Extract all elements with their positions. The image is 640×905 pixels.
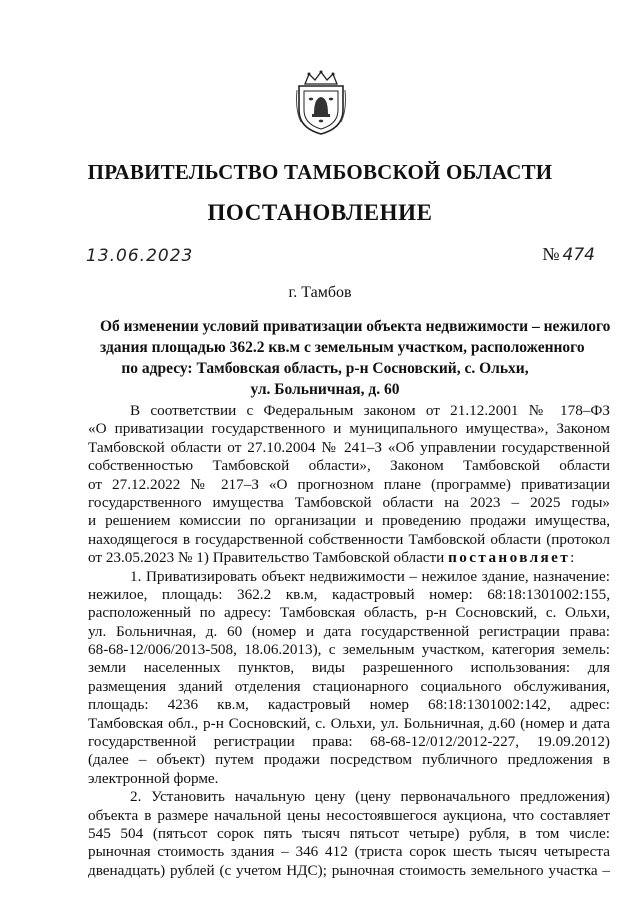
item1-line: земли населенных пунктов, виды разрешенного использования: для: [88, 659, 610, 677]
body-line: Тамбовской области от 27.10.2004 № 241–З «Об управлении государственной: [88, 438, 610, 456]
body-line: В соответствии с Федеральным законом от 21.12.2001 № 178–ФЗ: [130, 402, 610, 419]
resolution-line: [88, 549, 610, 567]
resolution-suffix: :: [570, 549, 575, 567]
item1-line: Тамбовская обл., р-н Сосновский, с. Ольхи, ул. Больничная, д.60 (номер и дата: [88, 714, 610, 732]
item2-line: объекта в размере начальной цены несостоявшегося аукциона, что составляет: [88, 806, 610, 824]
item2-line: рыночная стоимость здания – 346 412 (триста сорок шесть тысяч четыреста: [88, 843, 610, 861]
resolution-prefix: от 23.05.2023 № 1) Правительство Тамбовской области: [88, 549, 449, 567]
body-line: «О приватизации государственного и муниципального имущества», Законом: [88, 420, 610, 438]
coat-of-arms-icon: [295, 70, 347, 136]
government-title: ПРАВИТЕЛЬСТВО ТАМБОВСКОЙ ОБЛАСТИ: [87, 160, 553, 184]
document-body: [88, 402, 610, 880]
body-line: и решением комиссии по организации и проведению продажи имущества,: [88, 512, 610, 530]
item1-line: нежилое, площадь: 362.2 кв.м, кадастровый номер: 68:18:1301002:155,: [88, 585, 610, 603]
document-number: [542, 244, 595, 265]
item1-line: размещения зданий отделения стационарного социального обслуживания,: [88, 677, 610, 695]
subject-line: ул. Больничная, д. 60: [250, 381, 400, 398]
item1-line: государственной регистрации права: 68-68-12/012/2012-227, 19.09.2012): [88, 733, 610, 751]
number-value: 474: [562, 245, 595, 265]
resolution-keyword: постановляет: [448, 549, 571, 567]
item2-line: 545 504 (пятьсот сорок пять тысяч пятьсот четыре) рубля, в том числе:: [88, 824, 610, 842]
body-line: государственного имущества Тамбовской области на 2023 – 2025 годы»: [88, 493, 610, 511]
item1-line: 68-68-12/006/2013-508, 18.06.2013), с земельным участком, категория земель:: [88, 641, 610, 659]
item1-line: площадь: 4236 кв.м, кадастровый номер 68:18:1301002:142, адрес:: [88, 696, 610, 714]
item1-line: 1. Приватизировать объект недвижимости – нежилое здание, назначение:: [130, 567, 610, 585]
subject-line: здания площадью 362.2 кв.м с земельным участком, расположенного: [100, 339, 585, 356]
item1-line: расположенный по адресу: Тамбовская область, р-н Сосновский, с. Ольхи,: [88, 604, 610, 622]
number-sign: №: [542, 244, 560, 264]
body-line: от 27.12.2022 № 217–З «О прогнозном плане (программе) приватизации: [88, 475, 610, 493]
body-line: находящегося в государственной собственности Тамбовской области (протокол: [88, 530, 610, 548]
body-line: собственностью Тамбовской области», Законом Тамбовской области: [88, 457, 610, 475]
item2-line: двенадцать) рублей (с учетом НДС); рыночная стоимость земельного участка –: [88, 861, 610, 879]
item1-line: ул. Больничная, д. 60 (номер и дата государственной регистрации права:: [88, 622, 610, 640]
item1-line: (далее – объект) путем продажи посредством публичного предложения в: [88, 751, 610, 769]
city-label: г. Тамбов: [288, 284, 352, 301]
document-type: ПОСТАНОВЛЕНИЕ: [207, 200, 433, 225]
subject-line: Об изменении условий приватизации объекта недвижимости – нежилого: [100, 318, 611, 335]
document-subject: [100, 316, 611, 400]
item2-line: 2. Установить начальную цену (цену первоначального предложения): [130, 788, 610, 806]
subject-line: по адресу: Тамбовская область, р-н Сосновский, с. Ольхи,: [121, 360, 529, 377]
document-date: 13.06.2023: [86, 246, 194, 266]
item1-line: электронной форме.: [88, 769, 219, 787]
